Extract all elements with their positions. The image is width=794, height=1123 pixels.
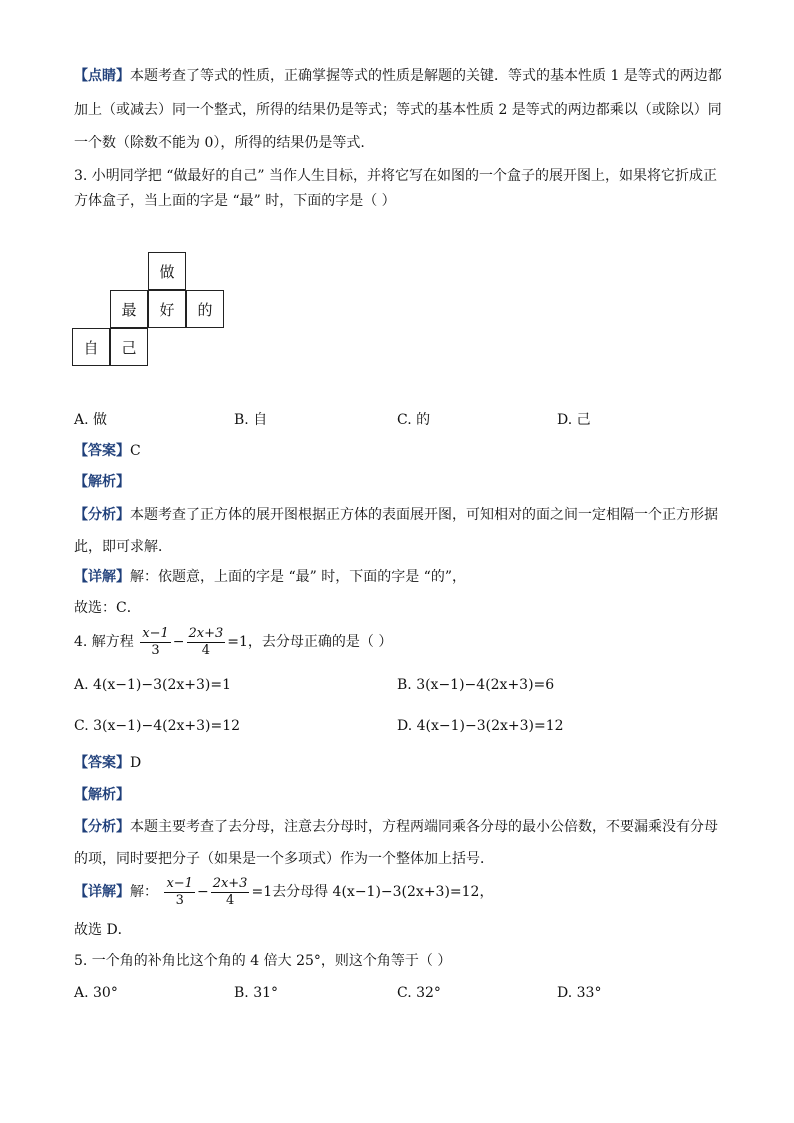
q4-xiangjie-fraction-2-denominator: 4 xyxy=(225,892,235,908)
q5-option-b: B. 31° xyxy=(234,985,279,1001)
q3-fenxi-line-2: 此，即可求解． xyxy=(74,539,172,555)
q4-xiangjie-prefix: 解： xyxy=(130,884,158,900)
q4-fraction-1 xyxy=(140,626,171,659)
q4-answer-value: D xyxy=(130,755,142,771)
net-cell-zuo: 做 xyxy=(148,252,186,290)
q4-fraction-2-denominator: 4 xyxy=(201,642,211,658)
dianjing-line-3: 一个数（除数不能为 0），所得的结果仍是等式. xyxy=(74,135,365,151)
q3-choose: 故选：C． xyxy=(74,600,141,616)
q3-option-b: B. 自 xyxy=(234,412,268,428)
q4-fenxi-line-1 xyxy=(74,817,718,837)
q4-xiangjie-suffix: =1去分母得 4(x−1)−3(2x+3)=12， xyxy=(251,884,494,900)
q4-fraction-2 xyxy=(187,626,226,659)
q3-fenxi-tag: 【分析】 xyxy=(74,507,130,523)
q3-answer xyxy=(74,441,141,461)
q3-stem-line-1: 3. 小明同学把 “做最好的自己” 当作人生目标，并将它写在如图的一个盒子的展开图上，如果将它折成正 xyxy=(74,168,718,184)
q4-xiangjie-minus: − xyxy=(196,884,209,900)
q4-option-b: B. 3(x−1)−4(2x+3)=6 xyxy=(397,677,555,693)
q3-stem-line-2: 方体盒子，当上面的字是 “最” 时，下面的字是（ ） xyxy=(74,193,396,209)
q3-option-d: D. 己 xyxy=(557,412,591,428)
q4-xiangjie-tag: 【详解】 xyxy=(74,884,130,900)
q3-answer-tag: 【答案】 xyxy=(74,443,130,459)
dianjing-line-1 xyxy=(74,66,722,86)
q3-answer-value: C xyxy=(130,443,141,459)
q4-option-a: A. 4(x−1)−3(2x+3)=1 xyxy=(74,677,232,693)
q4-fraction-2-numerator: 2x+3 xyxy=(188,625,224,641)
net-cell-zi: 自 xyxy=(72,328,110,366)
q4-xiangjie-fraction-1-numerator: x−1 xyxy=(166,875,193,891)
q4-option-c: C. 3(x−1)−4(2x+3)=12 xyxy=(74,718,241,734)
q3-option-c: C. 的 xyxy=(397,412,431,428)
q4-option-d: D. 4(x−1)−3(2x+3)=12 xyxy=(397,718,564,734)
q4-xiangjie-fraction-2-numerator: 2x+3 xyxy=(212,875,248,891)
q3-xiangjie-tag: 【详解】 xyxy=(74,569,130,585)
q4-xiangjie-fraction-1 xyxy=(164,876,195,909)
q5-stem: 5. 一个角的补角比这个角的 4 倍大 25°，则这个角等于（ ） xyxy=(74,953,452,969)
q4-answer xyxy=(74,753,141,773)
q5-option-c: C. 32° xyxy=(397,985,441,1001)
dianjing-line-2: 加上（或减去）同一个整式，所得的结果仍是等式；等式的基本性质 2 是等式的两边都乘以（或除以）同 xyxy=(74,102,722,118)
q3-fenxi-line-1 xyxy=(74,505,718,525)
net-cell-hao: 好 xyxy=(148,290,186,328)
q4-minus: − xyxy=(172,634,185,650)
q3-jiexi-tag: 【解析】 xyxy=(74,474,130,490)
net-cell-ji: 己 xyxy=(110,328,148,366)
dianjing-tag: 【点睛】 xyxy=(74,68,130,84)
q3-xiangjie-text: 解：依题意，上面的字是 “最” 时，下面的字是 “的”， xyxy=(130,569,466,585)
q4-fraction-1-denominator: 3 xyxy=(151,642,160,658)
q4-jiexi-tag: 【解析】 xyxy=(74,787,130,803)
q4-prefix: 4. 解方程 xyxy=(74,634,134,650)
q4-answer-tag: 【答案】 xyxy=(74,755,130,771)
q4-xiangjie-fraction-1-denominator: 3 xyxy=(175,892,184,908)
q4-xiangjie-line xyxy=(74,872,493,912)
q4-choose: 故选 D． xyxy=(74,922,132,938)
dianjing-text-1: 本题考查了等式的性质，正确掌握等式的性质是解题的关键．等式的基本性质 1 是等式的两边都 xyxy=(130,68,722,84)
q4-xiangjie-fraction-2 xyxy=(211,876,250,909)
q4-fenxi-line-2: 的项，同时要把分子（如果是一个多项式）作为一个整体加上括号． xyxy=(74,851,494,867)
q5-option-a: A. 30° xyxy=(74,985,118,1001)
q4-fenxi-tag: 【分析】 xyxy=(74,819,130,835)
q4-fraction-1-numerator: x−1 xyxy=(142,625,169,641)
q4-equals-text: =1，去分母正确的是（ ） xyxy=(227,634,393,650)
q5-option-d: D. 33° xyxy=(557,985,602,1001)
q3-fenxi-text-1: 本题考查了正方体的展开图根据正方体的表面展开图，可知相对的面之间一定相隔一个正方形据 xyxy=(130,507,718,523)
q4-fenxi-text-1: 本题主要考查了去分母，注意去分母时，方程两端同乘各分母的最小公倍数，不要漏乘没有分母 xyxy=(130,819,718,835)
q3-option-a: A. 做 xyxy=(74,412,108,428)
q4-stem xyxy=(74,622,392,662)
net-cell-de: 的 xyxy=(186,290,224,328)
q3-xiangjie-line xyxy=(74,567,466,587)
net-cell-zui: 最 xyxy=(110,290,148,328)
